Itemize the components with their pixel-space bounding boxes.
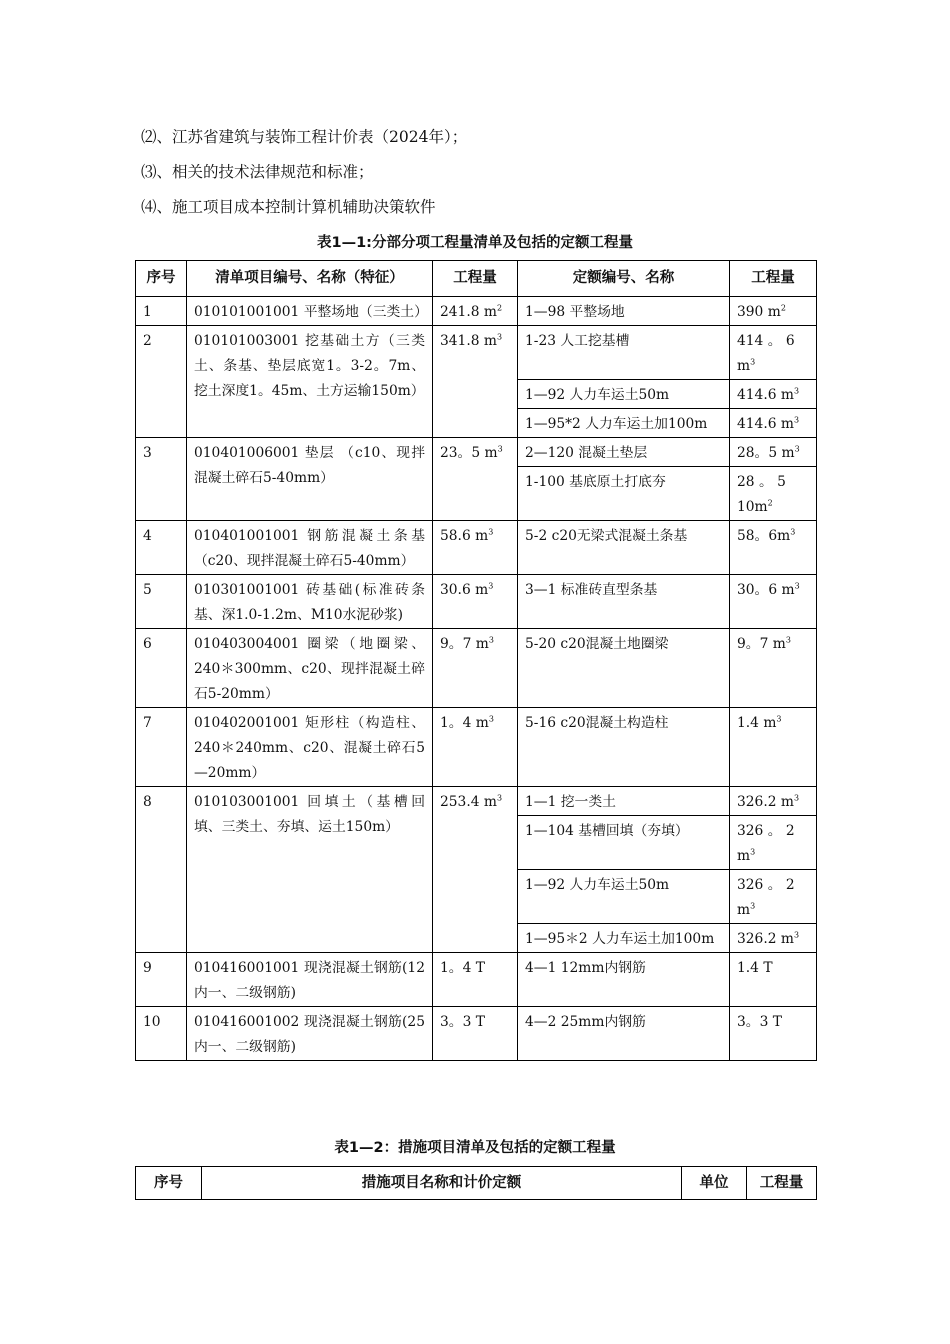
table-row <box>136 787 817 816</box>
table2-caption: 表1—2：措施项目清单及包括的定额工程量 <box>334 1140 616 1156</box>
quota-qty-unit-exp: 3 <box>794 444 800 454</box>
row-qty-unit-exp: 3 <box>488 714 494 724</box>
quantity-table <box>135 260 817 1061</box>
quota-name: 5-16 c20混凝土构造柱 <box>518 708 730 787</box>
row-no: 2 <box>136 326 187 438</box>
quota-name: 5-20 c20混凝土地圈梁 <box>518 629 730 708</box>
row-qty-value: 23。5 m <box>440 445 498 461</box>
t2-header-unit: 单位 <box>682 1167 747 1200</box>
row-qty-value: 58.6 m <box>440 528 489 544</box>
t2-header-no: 序号 <box>136 1167 202 1200</box>
quota-qty <box>730 467 817 521</box>
intro-line-4: ⑷、施工项目成本控制计算机辅助决策软件 <box>141 198 436 216</box>
quota-qty <box>730 816 817 870</box>
quota-name: 5-2 c20无梁式混凝土条基 <box>518 521 730 575</box>
row-qty <box>433 575 518 629</box>
quota-qty <box>730 575 817 629</box>
quota-qty <box>730 409 817 438</box>
row-qty-value: 3。3 T <box>440 1014 485 1030</box>
row-qty <box>433 326 518 438</box>
row-qty-value: 9。7 m <box>440 636 489 652</box>
row-qty <box>433 953 518 1007</box>
row-no: 1 <box>136 297 187 326</box>
row-qty-value: 341.8 m <box>440 333 497 349</box>
quota-qty-value: 9。7 m <box>737 636 786 652</box>
quota-name: 4—1 12mm内钢筋 <box>518 953 730 1007</box>
quota-qty-unit-exp: 3 <box>776 714 782 724</box>
row-qty-unit-exp: 3 <box>488 581 494 591</box>
row-qty <box>433 297 518 326</box>
row-qty <box>433 787 518 953</box>
quota-qty-unit-exp: 3 <box>750 357 756 367</box>
table1-caption: 表1—1:分部分项工程量清单及包括的定额工程量 <box>317 235 633 251</box>
quota-qty-value: 1.4 T <box>737 960 773 976</box>
header-qty: 工程量 <box>433 261 518 297</box>
row-item: 010301001001 砖基础(标准砖条基、深1.0-1.2m、M10水泥砂浆) <box>187 575 433 629</box>
quota-qty <box>730 924 817 953</box>
quota-qty <box>730 708 817 787</box>
row-qty-unit-exp: 3 <box>496 793 503 803</box>
quota-qty-value: 326 。 2 m <box>737 877 795 918</box>
row-no: 5 <box>136 575 187 629</box>
row-no: 3 <box>136 438 187 521</box>
row-no: 7 <box>136 708 187 787</box>
quota-qty-value: 326 。 2 m <box>737 823 795 864</box>
row-no: 8 <box>136 787 187 953</box>
quota-qty <box>730 297 817 326</box>
quota-name: 1—98 平整场地 <box>518 297 730 326</box>
quota-qty-value: 326.2 m <box>737 794 794 810</box>
quota-qty <box>730 870 817 924</box>
row-item: 010416001002 现浇混凝土钢筋(25内一、二级钢筋) <box>187 1007 433 1061</box>
row-qty-value: 241.8 m <box>440 304 497 320</box>
quota-qty-unit-exp: 2 <box>767 498 773 508</box>
quota-qty <box>730 380 817 409</box>
quota-qty <box>730 953 817 1007</box>
row-qty <box>433 708 518 787</box>
row-qty-value: 1。4 m <box>440 715 489 731</box>
quota-name: 1—95＊2 人力车运土加100m <box>518 924 730 953</box>
quota-qty-unit-exp: 3 <box>785 635 791 645</box>
quota-name: 1—92 人力车运土50m <box>518 380 730 409</box>
header-item: 清单项目编号、名称（特征） <box>187 261 433 297</box>
quota-qty-value: 3。3 T <box>737 1014 782 1030</box>
quota-qty-value: 58。6m <box>737 528 791 544</box>
quota-name: 2—120 混凝土垫层 <box>518 438 730 467</box>
quota-qty-unit-exp: 3 <box>750 901 756 911</box>
row-qty-unit-exp: 2 <box>496 303 503 313</box>
table-row <box>136 953 817 1007</box>
row-no: 9 <box>136 953 187 1007</box>
table-row <box>136 629 817 708</box>
row-qty <box>433 521 518 575</box>
quota-qty-value: 414.6 m <box>737 387 794 403</box>
t2-header-qty: 工程量 <box>747 1167 817 1200</box>
quota-qty-unit-exp: 3 <box>793 930 800 940</box>
table-row <box>136 575 817 629</box>
table-row <box>136 326 817 380</box>
quota-qty-unit-exp: 3 <box>793 793 800 803</box>
quota-name: 1—92 人力车运土50m <box>518 870 730 924</box>
quota-qty <box>730 438 817 467</box>
quota-qty-value: 414 。 6 m <box>737 333 795 374</box>
row-item: 010401001001 钢筋混凝土条基（c20、现拌混凝土碎石5-40mm） <box>187 521 433 575</box>
quota-qty-value: 326.2 m <box>737 931 794 947</box>
row-qty-value: 1。4 T <box>440 960 485 976</box>
row-item: 010402001001 矩形柱（构造柱、240＊240mm、c20、混凝土碎石5—20mm） <box>187 708 433 787</box>
row-no: 4 <box>136 521 187 575</box>
row-qty-value: 253.4 m <box>440 794 497 810</box>
row-no: 10 <box>136 1007 187 1061</box>
quota-name: 4—2 25mm内钢筋 <box>518 1007 730 1061</box>
table-row <box>136 521 817 575</box>
intro-line-3: ⑶、相关的技术法律规范和标准； <box>141 163 374 181</box>
quota-qty-unit-exp: 3 <box>750 847 756 857</box>
quota-qty-value: 30。6 m <box>737 582 795 598</box>
quota-name: 1—1 挖一类土 <box>518 787 730 816</box>
quota-qty-unit-exp: 3 <box>793 386 800 396</box>
row-qty-unit-exp: 3 <box>497 444 503 454</box>
quota-name: 1-23 人工挖基槽 <box>518 326 730 380</box>
quota-qty <box>730 629 817 708</box>
row-qty <box>433 629 518 708</box>
quota-name: 1—104 基槽回填（夯填） <box>518 816 730 870</box>
quota-qty <box>730 326 817 380</box>
row-item: 010101003001 挖基础土方（三类土、条基、垫层底宽1。3-2。7m、挖土深度1。45m、土方运输150m） <box>187 326 433 438</box>
quota-qty-value: 390 m <box>737 304 781 320</box>
row-qty <box>433 1007 518 1061</box>
header-no: 序号 <box>136 261 187 297</box>
quota-name: 1—95*2 人力车运土加100m <box>518 409 730 438</box>
table-row <box>136 708 817 787</box>
row-item: 010416001001 现浇混凝土钢筋(12内一、二级钢筋) <box>187 953 433 1007</box>
quota-qty <box>730 521 817 575</box>
row-item: 010401006001 垫层 （c10、现拌混凝土碎石5-40mm） <box>187 438 433 521</box>
header-quota: 定额编号、名称 <box>518 261 730 297</box>
row-qty-unit-exp: 3 <box>496 332 503 342</box>
row-qty <box>433 438 518 521</box>
quota-qty-unit-exp: 2 <box>780 303 786 313</box>
t2-header-name: 措施项目名称和计价定额 <box>202 1167 682 1200</box>
row-qty-unit-exp: 3 <box>488 635 494 645</box>
quota-name: 1-100 基底原土打底夯 <box>518 467 730 521</box>
row-item: 010403004001 圈梁（地圈梁、240＊300mm、c20、现拌混凝土碎石5-20mm） <box>187 629 433 708</box>
quota-name: 3—1 标准砖直型条基 <box>518 575 730 629</box>
table-row <box>136 297 817 326</box>
quota-qty-value: 28 。 5 10m <box>737 474 786 515</box>
table-row <box>136 438 817 467</box>
quota-qty-value: 28。5 m <box>737 445 795 461</box>
quota-qty-unit-exp: 3 <box>793 415 800 425</box>
header-quota-qty: 工程量 <box>730 261 817 297</box>
quota-qty-unit-exp: 3 <box>794 581 800 591</box>
quota-qty <box>730 1007 817 1061</box>
quota-qty-value: 414.6 m <box>737 416 794 432</box>
row-item: 010103001001 回填土（基槽回填、三类土、夯填、运土150m） <box>187 787 433 953</box>
quota-qty-value: 1.4 m <box>737 715 777 731</box>
row-qty-unit-exp: 3 <box>488 527 494 537</box>
quota-qty-unit-exp: 3 <box>790 527 796 537</box>
table-row <box>136 1007 817 1061</box>
measures-table <box>135 1166 817 1200</box>
row-qty-value: 30.6 m <box>440 582 489 598</box>
row-no: 6 <box>136 629 187 708</box>
quota-qty <box>730 787 817 816</box>
row-item: 010101001001 平整场地（三类土） <box>187 297 433 326</box>
intro-line-2: ⑵、江苏省建筑与装饰工程计价表（2024年）； <box>141 128 468 146</box>
